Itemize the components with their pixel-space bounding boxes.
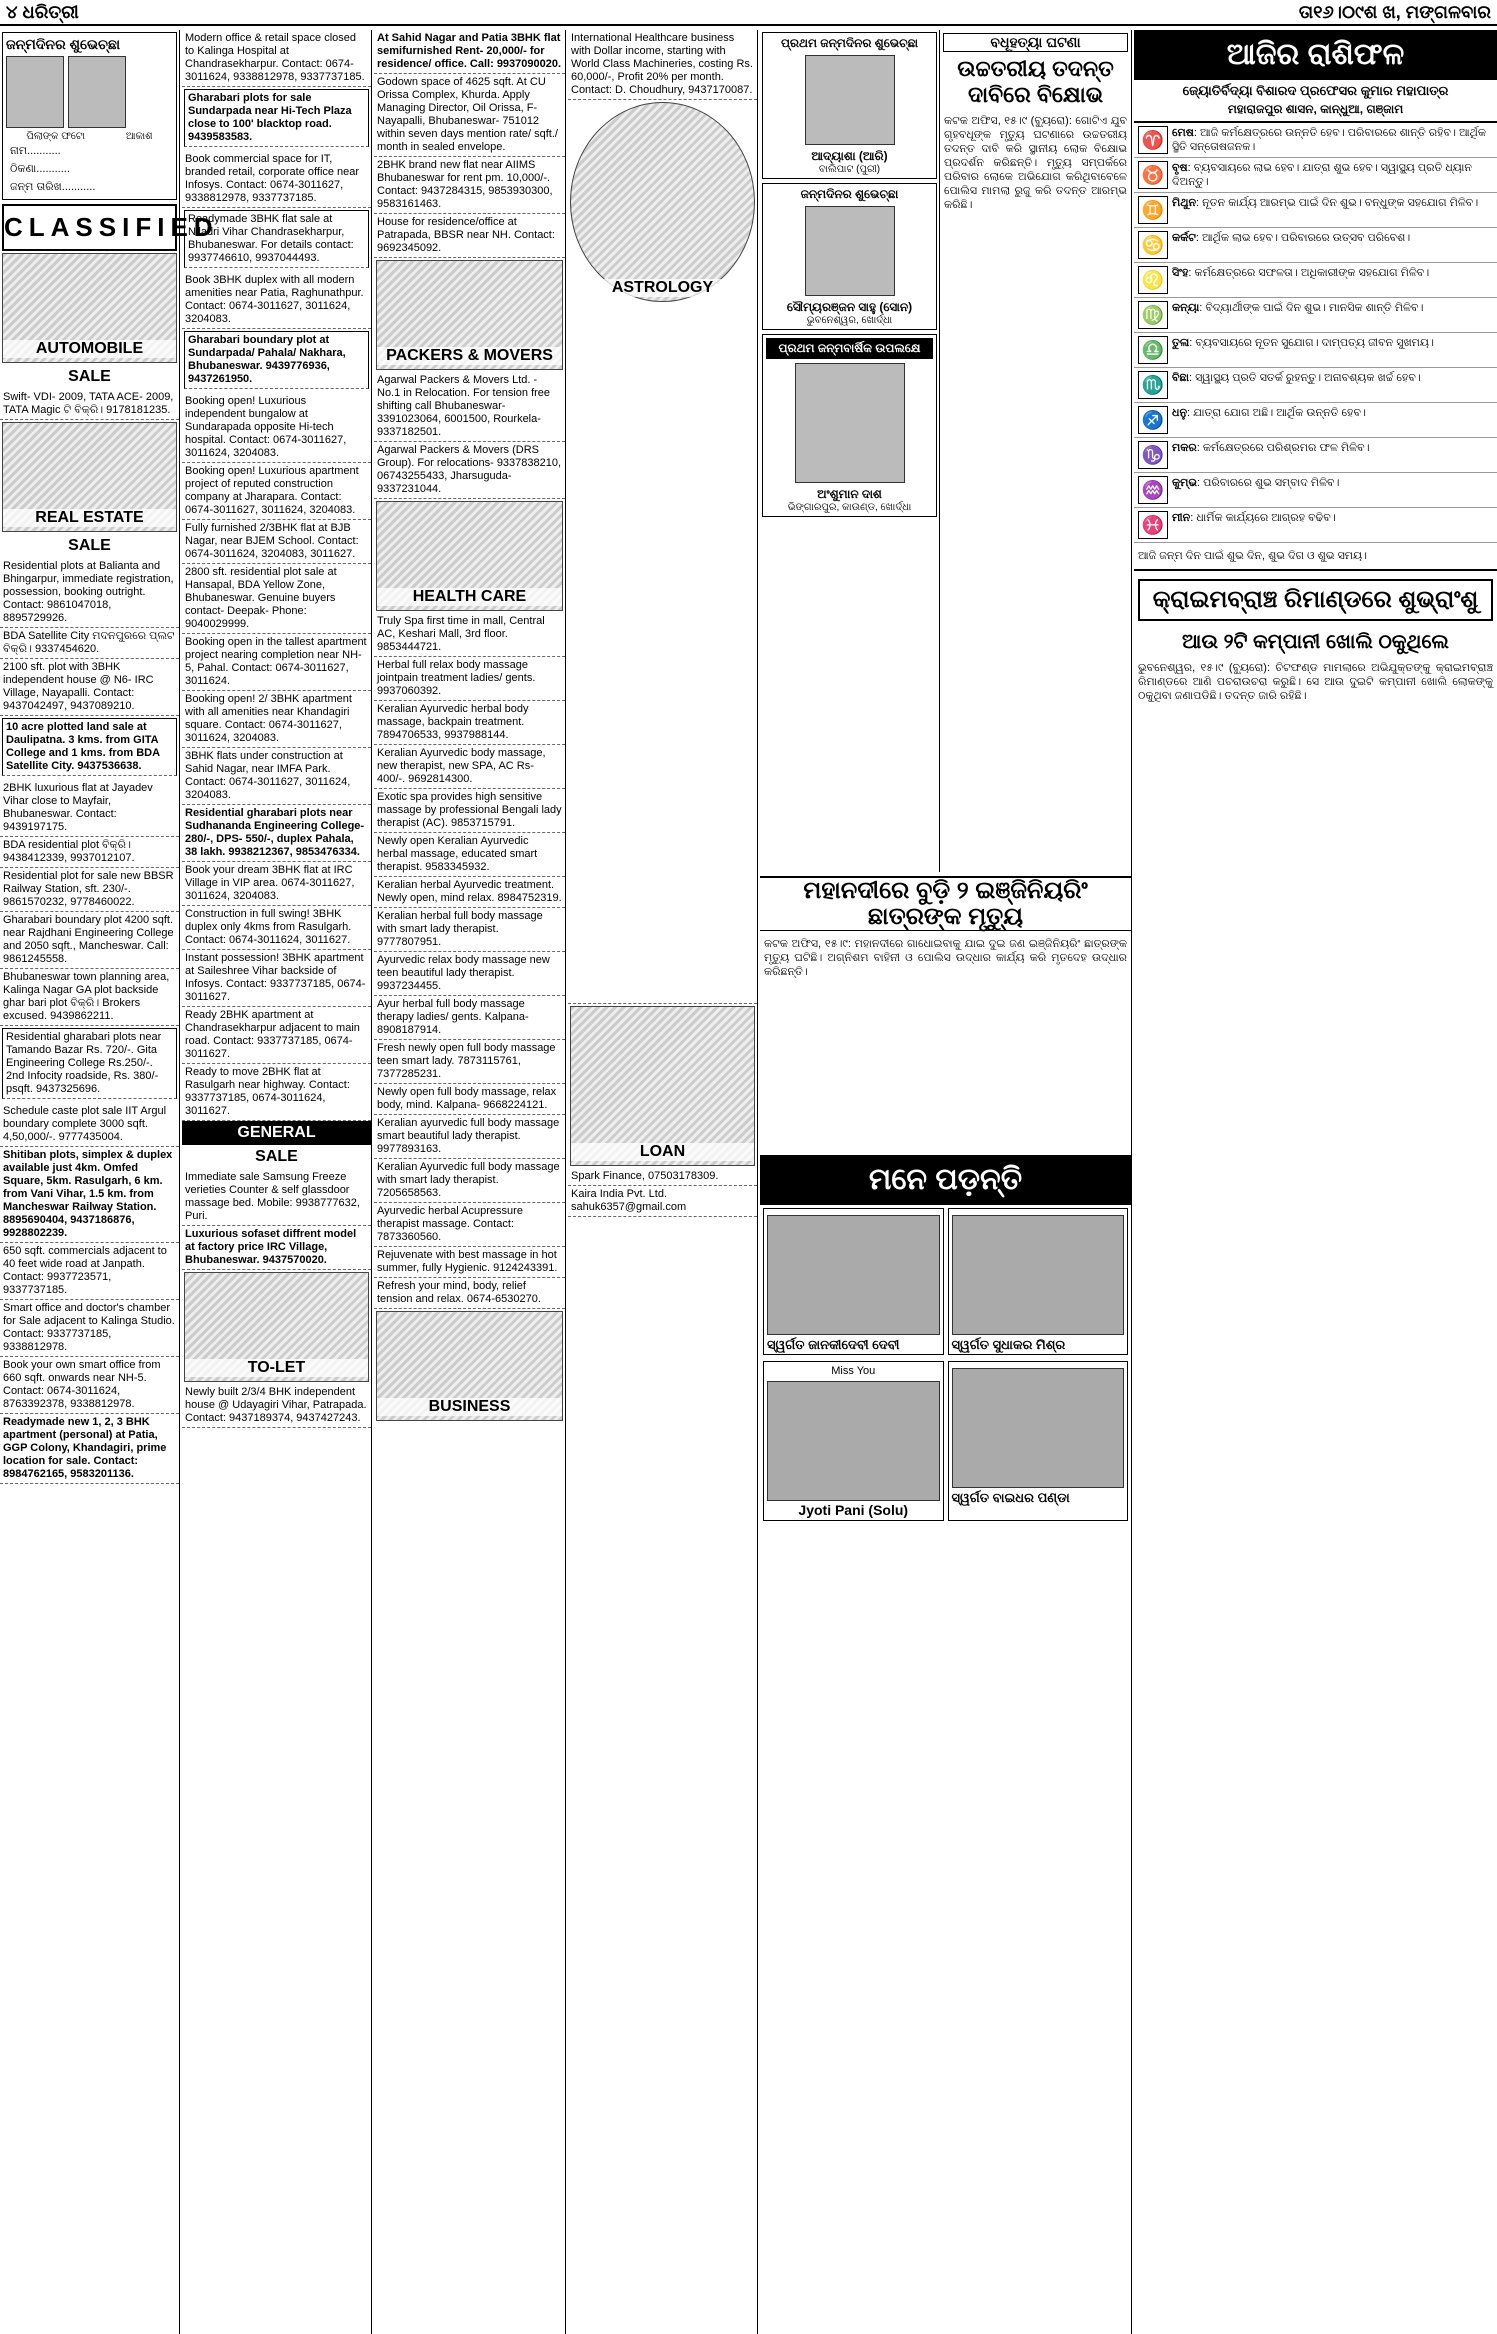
classified-ad: Newly open Keralian Ayurvedic herbal massage, educated smart therapist. 9583345932. [374, 833, 565, 877]
sale-header: SALE [0, 534, 179, 558]
rashi-name: ସିଂହ [1172, 267, 1189, 279]
classified-ad: Instant possession! 3BHK apartment at Saileshree Vihar backside of Infosys. Contact: 9337737185, 0674-3011627. [182, 950, 371, 1007]
rashi-item [1134, 438, 1497, 473]
rashi-name: କନ୍ୟା [1172, 302, 1200, 314]
classified-ad: 3BHK flats under construction at Sahid Nagar, near IMFA Park. Contact: 0674-3011627, 3011624, 3204083. [182, 748, 371, 805]
headline: ଉଚ୍ଚତରୀୟ ତଦନ୍ତ ଦାବିରେ ବିକ୍ଷୋଭ [957, 56, 1114, 107]
headline: ମହାନଦୀରେ ବୁଡ଼ି ୨ ଇଞ୍ଜିନିୟରିଂ ଛାତ୍ରଙ୍କ ମୃତ୍ୟୁ [760, 876, 1131, 931]
rashi-item [1134, 298, 1497, 333]
child-name: ଆଦ୍ୟାଶା (ଆରି) [811, 149, 888, 163]
classified-ad [568, 304, 757, 1004]
memorial-name: ସ୍ୱର୍ଗତ ସୁଧାକର ମିଶ୍ର [951, 1337, 1066, 1352]
child-place: ବାଲିପାଟ (ପୁରୀ) [818, 164, 881, 175]
classified-ad: Exotic spa provides high sensitive massage by professional Bengali lady therapist (AC). 9853715791. [374, 789, 565, 833]
memorial-card [948, 1361, 1129, 1521]
classified-ad: 650 sqft. commercials adjacent to 40 feet wide road at Janpath. Contact: 9937723571, 9337737185. [0, 1243, 179, 1300]
classified-ad: Construction in full swing! 3BHK duplex only 4kms from Rasulgarh. Contact: 0674-3011624, 3011627. [182, 906, 371, 950]
classified-ad: Book 3BHK duplex with all modern amenities near Patia, Raghunathpur. Contact: 0674-3011627, 3011624, 3204083. [182, 272, 371, 329]
rashi-item [1134, 158, 1497, 193]
form-line: ନାମ........... [10, 145, 61, 157]
classified-ad: Gharabari boundary plot at Sundarpada/ Pahala/ Nakhara, Bhubaneswar. 9439776936, 9437261950. [184, 331, 369, 389]
classified-ad: Book commercial space for IT, branded retail, corporate office near Infosys. Contact: 0674-3011627, 9338812978, 9337737185. [182, 151, 371, 208]
classified-ad: Bhubaneswar town planning area, Kalinga Nagar GA plot backside ghar bari plot ବିକ୍ରି। Brokers excused. 9439862211. [0, 969, 179, 1026]
rashi-item [1134, 368, 1497, 403]
rashi-text-wrap: ମୀନ: ଧାର୍ମିକ କାର୍ଯ୍ୟରେ ଆଗ୍ରହ ବଢିବ। [1172, 512, 1336, 524]
classified-ad: Residential plot for sale new BBSR Railway Station, sft. 230/-. 9861570232, 9778460022. [0, 868, 179, 912]
classified-ad: Keralian Ayurvedic full body massage with smart lady therapist. 7205658563. [374, 1159, 565, 1203]
classified-ad: 10 acre plotted land sale at Daulipatna. 3 kms. from GITA College and 1 kms. from BDA Satellite City. 9437536638. [2, 718, 177, 776]
rashi-list [1134, 123, 1497, 543]
zodiac-icon: ♑ [1138, 441, 1168, 469]
birthday-title: ଜନ୍ମଦିନର ଶୁଭେଚ୍ଛା [800, 187, 899, 201]
panji-text: ଆଜି ଜନ୍ମ ଦିନ ପାଇଁ ଶୁଭ ଦିନ, ଶୁଭ ଦିଗ ଓ ଶୁଭ ସମୟ। [1134, 543, 1497, 571]
rashi-text: ବ୍ୟବସାୟରେ ଲାଭ ହେବ। ଯାତ୍ରା ଶୁଭ ହେବ। ସ୍ୱାସ୍ଥ୍ୟ ପ୍ରତି ଧ୍ୟାନ ଦିଅନ୍ତୁ। [1172, 162, 1472, 188]
rashi-text: ବିଦ୍ୟାର୍ଥୀଙ୍କ ପାଇଁ ଦିନ ଶୁଭ। ମାନସିକ ଶାନ୍ତି ମିଳିବ। [1205, 302, 1424, 314]
rashi-text-wrap: ବିଛା: ସ୍ୱାସ୍ଥ୍ୟ ପ୍ରତି ସତର୍କ ରୁହନ୍ତୁ। ଅନାବଶ୍ୟକ ଖର୍ଚ୍ଚ ହେବ। [1172, 372, 1421, 384]
classified-ad: BDA residential plot ବିକ୍ରି। 9438412339, 9937012107. [0, 837, 179, 868]
rashi-item [1134, 333, 1497, 368]
sale-header: SALE [182, 1145, 371, 1169]
zodiac-icon: ♐ [1138, 406, 1168, 434]
rashi-name: କୁମ୍ଭ [1172, 477, 1198, 489]
rashi-text: ଆଜି କର୍ମକ୍ଷେତ୍ରରେ ଉନ୍ନତି ହେବ। ପରିବାରରେ ଶାନ୍ତି ରହିବ। ଆର୍ଥିକ ସ୍ଥିତି ସନ୍ତୋଷଜନକ। [1172, 127, 1487, 153]
child-photo [6, 56, 64, 128]
classified-ad: House for residence/office at Patrapada, BBSR near NH. Contact: 9692345092. [374, 214, 565, 258]
rashi-text: କର୍ମକ୍ଷେତ୍ରରେ ପରିଶ୍ରମର ଫଳ ମିଳିବ। [1202, 442, 1370, 454]
classified-ad: Immediate sale Samsung Freeze verieties Counter & self glassdoor massage bed. Mobile: 9938777632, Puri. [182, 1169, 371, 1226]
classified-ad: Ready to move 2BHK flat at Rasulgarh near highway. Contact: 9337737185, 0674-3011624, 3011627. [182, 1064, 371, 1121]
classified-ad: Agarwal Packers & Movers Ltd. - No.1 in Relocation. For tension free shifting call Bhubaneswar- 3391023064, 6001500, Rourkela- 9337182501. [374, 372, 565, 442]
classified-ad: Agarwal Packers & Movers (DRS Group). For relocations- 9337838210, 06743255433, Jharsuguda- 9337231044. [374, 442, 565, 499]
horoscope-author: ଜ୍ୟୋତିର୍ବିଦ୍ୟା ବିଶାରଦ ପ୍ରଫେସର କୁମାର ମହାପାତ୍ର [1182, 83, 1449, 98]
zodiac-icon: ♈ [1138, 126, 1168, 154]
classified-ad: Kaira India Pvt. Ltd. sahuk6357@gmail.com [568, 1186, 757, 1217]
page-date: ତା୧୬।୦୯ଶ ଖ, ମଙ୍ଗଳବାର [1298, 1, 1491, 22]
child-name: ସୌମ୍ୟରଞ୍ଜନ ସାହୁ (ସୋନ) [786, 300, 913, 314]
classified-ad: Ayurvedic herbal Acupressure therapist massage. Contact: 7873360560. [374, 1203, 565, 1247]
classified-ad: Refresh your mind, body, relief tension and relax. 0674-6530270. [374, 1278, 565, 1309]
rashi-name: ମୀନ [1172, 512, 1191, 524]
rashi-text: ପରିବାରରେ ଶୁଭ ସମ୍ବାଦ ମିଳିବ। [1203, 477, 1340, 489]
classified-ad: Truly Spa first time in mall, Central AC, Keshari Mall, 3rd floor. 9853444721. [374, 613, 565, 657]
memorial-name: ସ୍ୱର୍ଗତ ବାଇଧର ପଣ୍ଡା [951, 1490, 1070, 1505]
classified-ad: Readymade 3BHK flat sale at Niladri Vihar Chandrasekharpur, Bhubaneswar. For details contact: 9937746610, 9937044493. [184, 210, 369, 268]
rashi-name: କର୍କଟ [1172, 232, 1196, 244]
column-classified [0, 30, 219, 2334]
automobile-label: AUTOMOBILE [3, 340, 176, 358]
classified-ad: 2BHK luxurious flat at Jayadev Vihar close to Mayfair, Bhubaneswar. Contact: 9439197175. [0, 780, 179, 837]
classified-ad: Gharabari boundary plot 4200 sqft. near Rajdhani Engineering College and 2050 sqft., Mancheswar. Call: 9861245558. [0, 912, 179, 969]
classified-ad: Book your own smart office from 660 sqft. onwards near NH-5. Contact: 0674-3011624, 8763392378, 9338812978. [0, 1357, 179, 1414]
zodiac-icon: ♊ [1138, 196, 1168, 224]
zodiac-icon: ♉ [1138, 161, 1168, 189]
rashi-name: ତୁଳା [1172, 337, 1190, 349]
rashi-text-wrap: ସିଂହ: କର୍ମକ୍ଷେତ୍ରରେ ସଫଳତା। ଅଧିକାରୀଙ୍କ ସହଯୋଗ ମିଳିବ। [1172, 267, 1430, 279]
zodiac-icon: ♏ [1138, 371, 1168, 399]
rashi-name: ମିଥୁନ [1172, 197, 1197, 209]
memorial-card [948, 1208, 1129, 1355]
classified-ad: Newly open full body massage, relax body, mind. Kalpana- 9668224121. [374, 1084, 565, 1115]
memorial-photo [952, 1368, 1125, 1488]
astrology-label: ASTROLOGY [571, 279, 754, 297]
classified-ad: Booking open! Luxurious independent bungalow at Sundarapada opposite Hi-tech hospital. Contact: 0674-3011627, 3011624, 3204083. [182, 393, 371, 463]
to-let-label: TO-LET [185, 1359, 368, 1377]
classified-ad: Keralian herbal Ayurvedic treatment. Newly open, mind relax. 8984752319. [374, 877, 565, 908]
classified-ad: Fresh newly open full body massage teen smart lady. 7873115761, 7377285231. [374, 1040, 565, 1084]
child-place: ଭୁବନେଶ୍ୱର, ଖୋର୍ଦ୍ଧା [806, 315, 893, 326]
classified-ad: Keralian Ayurvedic body massage, new therapist, new SPA, AC Rs- 400/-. 9692814300. [374, 745, 565, 789]
column-finance [568, 30, 758, 2334]
form-line: ଠିକଣା........... [10, 163, 70, 175]
rashi-name: ମେଷ [1172, 127, 1194, 139]
article-body: ଭୁବନେଶ୍ୱର, ୧୫।୯ (ବ୍ୟୁରୋ): ଚିଟଫଣ୍ଡ ମାମଲାରେ ଅଭିଯୁକ୍ତଙ୍କୁ କ୍ରାଇମବ୍ରାଞ୍ଚ ରିମାଣ୍ଡରେ ଆଣି ପଚରାଉଚରା କରୁଛି। ସେ ଆଉ ଦୁଇଟି କମ୍ପାନୀ ଖୋଲି ଲୋକଙ୍କୁ ଠକୁଥିବା ଜଣାପଡିଛି। ତଦନ୍ତ ଜାରି ରହିଛି। [1138, 662, 1493, 702]
memorial-sub: Miss You [831, 1365, 876, 1377]
classified-ad: Booking open! Luxurious apartment project of reputed construction company at Jharapara. Contact: 0674-3011627, 3011624, 3204083. [182, 463, 371, 520]
rashi-text: ବ୍ୟବସାୟରେ ନୂତନ ସୁଯୋଗ। ଦାମ୍ପତ୍ୟ ଜୀବନ ସୁଖମୟ। [1195, 337, 1434, 349]
to-let-image [184, 1272, 369, 1382]
classified-ad: International Healthcare business with Dollar income, starting with World Class Machineries, costing Rs. 60,000/-, Profit 20% per month. Contact: D. Choudhury, 9437170087. [568, 30, 757, 100]
child-photo [795, 363, 905, 483]
rashi-text: କର୍ମକ୍ଷେତ୍ରରେ ସଫଳତା। ଅଧିକାରୀଙ୍କ ସହଯୋଗ ମିଳିବ। [1194, 267, 1430, 279]
rashi-text-wrap: କର୍କଟ: ଆର୍ଥିକ ଲାଭ ହେବ। ପରିବାରରେ ଉତ୍ସବ ପରିବେଶ। [1172, 232, 1411, 244]
horoscope-title: ଆଜିର ରାଶିଫଳ [1134, 30, 1497, 80]
rashi-text-wrap: ଧନୁ: ଯାତ୍ରା ଯୋଗ ଅଛି। ଆର୍ଥିକ ଉନ୍ନତି ହେବ। [1172, 407, 1366, 419]
rashi-name: ମକର [1172, 442, 1197, 454]
classified-ad: At Sahid Nagar and Patia 3BHK flat semifurnished Rent- 20,000/- for residence/ office. Call: 9937090020. [374, 30, 565, 74]
rashi-name: ଧନୁ [1172, 407, 1188, 419]
classified-ad: BDA Satellite City ମଦନପୁରରେ ପ୍ଲଟ ବିକ୍ରି। 9337454620. [0, 628, 179, 659]
article-body: କଟକ ଅଫିସ, ୧୫।୯ (ବ୍ୟୁରୋ): ଗୋଟିଏ ଯୁବ ଗୃହବଧୂଙ୍କ ମୃତ୍ୟୁ ଘଟଣାରେ ଉଚ୍ଚତରୀୟ ତଦନ୍ତ ଦାବି କରି ସ୍ଥାନୀୟ ଲୋକ ବିକ୍ଷୋଭ ପ୍ରଦର୍ଶନ କରିଛନ୍ତି। ମୃତ୍ୟୁ ସମ୍ପର୍କରେ ପରିବାର ଲୋକେ ଅଭିଯୋଗ କରିଥିବାବେଳେ ପୋଲିସ ମାମଲା ରୁଜୁ କରି ତଦନ୍ତ ଆରମ୍ଭ କରିଛି। [944, 115, 1127, 211]
memorial-name: Jyoti Pani (Solu) [798, 1502, 909, 1518]
memorial-header: ମନେ ପଡ଼ନ୍ତି [760, 1155, 1131, 1205]
classified-ad: Keralian Ayurvedic herbal body massage, backpain treatment. 7894706533, 9937988144. [374, 701, 565, 745]
column-horoscope [1134, 30, 1497, 2334]
rashi-item [1134, 508, 1497, 543]
page-header [0, 0, 1497, 26]
rashi-item [1134, 123, 1497, 158]
memorial-name: ସ୍ୱର୍ଗତ ଜାନକୀଦେବୀ ଦେବୀ [767, 1337, 900, 1352]
rashi-text-wrap: ତୁଳା: ବ୍ୟବସାୟରେ ନୂତନ ସୁଯୋଗ। ଦାମ୍ପତ୍ୟ ଜୀବନ ସୁଖମୟ। [1172, 337, 1434, 349]
classified-ad: Ayurvedic relax body massage new teen beautiful lady therapist. 9937234455. [374, 952, 565, 996]
zodiac-icon: ♒ [1138, 476, 1168, 504]
form-line: ଜନ୍ମ ତାରିଖ........... [10, 181, 96, 193]
classified-ad: Newly built 2/3/4 BHK independent house @ Udayagiri Vihar, Patrapada. Contact: 9437189374, 9437427243. [182, 1384, 371, 1428]
rashi-item [1134, 193, 1497, 228]
classified-ad: Shitiban plots, simplex & duplex available just 4km. Omfed Square, 5km. Rasulgarh, 6 km. from Vani Vihar, 1.5 km. from Mancheswar Railway Station. 8895690404, 9437186876, 9928802239. [0, 1147, 179, 1243]
automobile-image [2, 253, 177, 363]
birthday-title: ଜନ୍ମଦିନର ଶୁଭେଚ୍ଛା [6, 36, 121, 52]
kicker: ବଧୂହତ୍ୟା ଘଟଣା [943, 33, 1128, 52]
rashi-text-wrap: ମକର: କର୍ମକ୍ଷେତ୍ରରେ ପରିଶ୍ରମର ଫଳ ମିଳିବ। [1172, 442, 1370, 454]
classified-ad: Fully furnished 2/3BHK flat at BJB Nagar, near BJEM School. Contact: 0674-3011624, 3204083, 3011627. [182, 520, 371, 564]
memorial-photo [767, 1381, 940, 1501]
classified-ad: Residential gharabari plots near Sudhananda Engineering College- 280/-, DPS- 550/-, duplex Pahala, 38 lakh. 9938212367, 9853476334. [182, 805, 371, 862]
classified-ad: Residential plots at Balianta and Bhingarpur, immediate registration, possession, booking outright. Contact: 9861047018, 8895729926. [0, 558, 179, 628]
loan-label: LOAN [571, 1143, 754, 1161]
birthday-box [762, 183, 937, 330]
subheadline: ଆଉ ୨ଟି କମ୍ପାନୀ ଖୋଲି ଠକୁଥିଲେ [1182, 631, 1449, 653]
zodiac-icon: ♍ [1138, 301, 1168, 329]
real-estate-label: REAL ESTATE [3, 509, 176, 527]
article-body: କଟକ ଅଫିସ, ୧୫।୯: ମହାନଦୀରେ ଗାଧୋଇବାକୁ ଯାଇ ଦୁଇ ଜଣ ଇଞ୍ଜିନିୟରିଂ ଛାତ୍ରଙ୍କ ମୃତ୍ୟୁ ଘଟିଛି। ଅଗ୍ନିଶମ ବାହିନୀ ଓ ପୋଲିସ ଉଦ୍ଧାର କାର୍ଯ୍ୟ କରି ମୃତଦେହ ଉଦ୍ଧାର କରିଛନ୍ତି। [764, 938, 1127, 978]
child-photo [68, 56, 126, 128]
rashi-text-wrap: ମେଷ: ଆଜି କର୍ମକ୍ଷେତ୍ରରେ ଉନ୍ନତି ହେବ। ପରିବାରରେ ଶାନ୍ତି ରହିବ। ଆର୍ଥିକ ସ୍ଥିତି ସନ୍ତୋଷଜନକ। [1172, 127, 1487, 153]
classified-ad: Ayur herbal full body massage therapy ladies/ gents. Kalpana- 8908187914. [374, 996, 565, 1040]
classified-ad: Booking open in the tallest apartment project nearing completion near NH-5, Pahal. Contact: 0674-3011627, 3011624. [182, 634, 371, 691]
column-services [374, 30, 566, 2334]
rashi-text: ଆର୍ଥିକ ଲାଭ ହେବ। ପରିବାରରେ ଉତ୍ସବ ପରିବେଶ। [1202, 232, 1411, 244]
zodiac-icon: ♎ [1138, 336, 1168, 364]
rashi-name: ବିଛା [1172, 372, 1189, 384]
classified-ad: Schedule caste plot sale IIT Argul boundary complete 3000 sqft. 4,50,000/-. 9777435004. [0, 1103, 179, 1147]
rashi-text: ସ୍ୱାସ୍ଥ୍ୟ ପ୍ରତି ସତର୍କ ରୁହନ୍ତୁ। ଅନାବଶ୍ୟକ ଖର୍ଚ୍ଚ ହେବ। [1195, 372, 1421, 384]
classified-ad: Spark Finance, 07503178309. [568, 1168, 757, 1186]
classified-ad: Swift- VDI- 2009, TATA ACE- 2009, TATA Magic ଟି ବିକ୍ରି। 9178181235. [0, 389, 179, 420]
rashi-text: ଧାର୍ମିକ କାର୍ଯ୍ୟରେ ଆଗ୍ରହ ବଢିବ। [1196, 512, 1336, 524]
rashi-name: ବୃଷ [1172, 162, 1188, 174]
horoscope-address: ମହାରାଜପୁର ଶାସନ, କାନ୍ଧୁଆ, ଗଞ୍ଜାମ [1134, 102, 1497, 123]
loan-image [570, 1006, 755, 1166]
classified-ad: Residential gharabari plots near Tamando Bazar Rs. 720/-. Gita Engineering College Rs.250/-. 2nd Infocity roadside, Rs. 380/- psqft. 9437325696. [2, 1028, 177, 1099]
zodiac-icon: ♋ [1138, 231, 1168, 259]
classified-title: CLASSIFIED [2, 204, 177, 251]
memorial-photo [767, 1215, 940, 1335]
child-photo [805, 55, 895, 145]
birthday-box [762, 32, 937, 179]
classified-ad: Ready 2BHK apartment at Chandrasekharpur adjacent to main road. Contact: 9337737185, 0674-3011627. [182, 1007, 371, 1064]
classified-ad: Readymade new 1, 2, 3 BHK apartment (personal) at Patia, GGP Colony, Khandagiri, prime location for sale. Contact: 8984762165, 9583201136. [0, 1414, 179, 1484]
zodiac-icon: ♓ [1138, 511, 1168, 539]
child-name: ଅଂଶୁମାନ ଦାଶ [817, 487, 882, 501]
astrology-image [570, 102, 755, 302]
birthday-form [2, 32, 177, 200]
real-estate-image [2, 422, 177, 532]
page-number: ୪ ଧରିତ୍ରୀ [6, 1, 79, 22]
classified-ad: Book your dream 3BHK flat at IRC Village in VIP area. 0674-3011627, 3011624, 3204083. [182, 862, 371, 906]
rashi-item [1134, 228, 1497, 263]
classified-ad: 2BHK brand new flat near AIIMS Bhubaneswar for rent pm. 10,000/-. Contact: 9437284315, 9853930300, 9583161463. [374, 157, 565, 214]
child-place: ଭିଙ୍ଗାରପୁର, କାଉଣ୍ଡ, ଖୋର୍ଦ୍ଧା [787, 502, 912, 513]
classified-ad: 2100 sft. plot with 3BHK independent house @ N6- IRC Village, Nayapalli. Contact: 9437042497, 9437089210. [0, 659, 179, 716]
classified-ad: Smart office and doctor's chamber for Sale adjacent to Kalinga Studio. Contact: 9337737185, 9338812978. [0, 1300, 179, 1357]
classified-ad: Gharabari plots for sale Sundarpada near Hi-Tech Plaza close to 100' blacktop road. 9439583583. [184, 89, 369, 147]
classified-ad: Booking open! 2/ 3BHK apartment with all amenities near Khandagiri square. Contact: 0674-3011627, 3011624, 3204083. [182, 691, 371, 748]
child-photo [805, 206, 895, 296]
classified-ad: Luxurious sofaset diffrent model at factory price IRC Village, Bhubaneswar. 9437570020. [182, 1226, 371, 1270]
rashi-item [1134, 403, 1497, 438]
business-image [376, 1311, 563, 1421]
column-news [760, 30, 1132, 2334]
birthday-box [762, 334, 937, 517]
rashi-text: ଯାତ୍ରା ଯୋଗ ଅଛି। ଆର୍ଥିକ ଉନ୍ନତି ହେବ। [1193, 407, 1366, 419]
classified-ad: Godown space of 4625 sqft. At CU Orissa Complex, Khurda. Apply Managing Director, Oil Orissa, F- Nayapalli, Bhubaneswar- 751012 within seven days mention rate/ sqft./ month in sealed envelope. [374, 74, 565, 157]
rashi-text-wrap: ବୃଷ: ବ୍ୟବସାୟରେ ଲାଭ ହେବ। ଯାତ୍ରା ଶୁଭ ହେବ। ସ୍ୱାସ୍ଥ୍ୟ ପ୍ରତି ଧ୍ୟାନ ଦିଅନ୍ତୁ। [1172, 162, 1472, 188]
classified-ad: Keralian herbal full body massage with smart lady therapist. 9777807951. [374, 908, 565, 952]
health-image [376, 501, 563, 611]
zodiac-icon: ♌ [1138, 266, 1168, 294]
business-label: BUSINESS [377, 1398, 562, 1416]
memorial-card [763, 1208, 944, 1355]
classified-ad: Keralian ayurvedic full body massage smart beautiful lady therapist. 9977893163. [374, 1115, 565, 1159]
column-realestate [182, 30, 372, 2334]
classified-ad: Modern office & retail space closed to Kalinga Hospital at Chandrasekharpur. Contact: 0674-3011624, 9338812978, 9337737185. [182, 30, 371, 87]
sale-header: SALE [0, 365, 179, 389]
rashi-text-wrap: ମିଥୁନ: ନୂତନ କାର୍ଯ୍ୟ ଆରମ୍ଭ ପାଇଁ ଦିନ ଶୁଭ। ବନ୍ଧୁଙ୍କ ସହଯୋଗ ମିଳିବ। [1172, 197, 1479, 209]
memorial-card [763, 1361, 944, 1521]
rashi-text-wrap: କନ୍ୟା: ବିଦ୍ୟାର୍ଥୀଙ୍କ ପାଇଁ ଦିନ ଶୁଭ। ମାନସିକ ଶାନ୍ତି ମିଳିବ। [1172, 302, 1424, 314]
birthday-title: ପ୍ରଥମ ଜନ୍ମବାର୍ଷିକ ଉପଲକ୍ଷେ [766, 338, 933, 359]
general-header: GENERAL [182, 1121, 371, 1145]
rashi-text-wrap: କୁମ୍ଭ: ପରିବାରରେ ଶୁଭ ସମ୍ବାଦ ମିଳିବ। [1172, 477, 1340, 489]
photo-label: ଆକାଶ [125, 131, 153, 142]
rashi-item [1134, 473, 1497, 508]
photo-label: ପିଲାଙ୍କ ଫଟୋ [26, 131, 86, 142]
packers-label: PACKERS & MOVERS [377, 347, 562, 365]
classified-ad: Rejuvenate with best massage in hot summer, fully Hygienic. 9124243391. [374, 1247, 565, 1278]
rashi-item [1134, 263, 1497, 298]
birthday-title: ପ୍ରଥମ ଜନ୍ମଦିନର ଶୁଭେଚ୍ଛା [780, 36, 919, 50]
memorial-photo [952, 1215, 1125, 1335]
packers-image [376, 260, 563, 370]
rashi-text: ନୂତନ କାର୍ଯ୍ୟ ଆରମ୍ଭ ପାଇଁ ଦିନ ଶୁଭ। ବନ୍ଧୁଙ୍କ ସହଯୋଗ ମିଳିବ। [1202, 197, 1479, 209]
classified-ad: Herbal full relax body massage jointpain treatment ladies/ gents. 9937060392. [374, 657, 565, 701]
headline: କ୍ରାଇମବ୍ରାଞ୍ଚ ରିମାଣ୍ଡରେ ଶୁଭ୍ରାଂଶୁ [1138, 579, 1493, 621]
health-label: HEALTH CARE [377, 588, 562, 606]
classified-ad: 2800 sft. residential plot sale at Hansapal, BDA Yellow Zone, Bhubaneswar. Genuine buyers contact- Deepak- Phone: 9040029999. [182, 564, 371, 634]
